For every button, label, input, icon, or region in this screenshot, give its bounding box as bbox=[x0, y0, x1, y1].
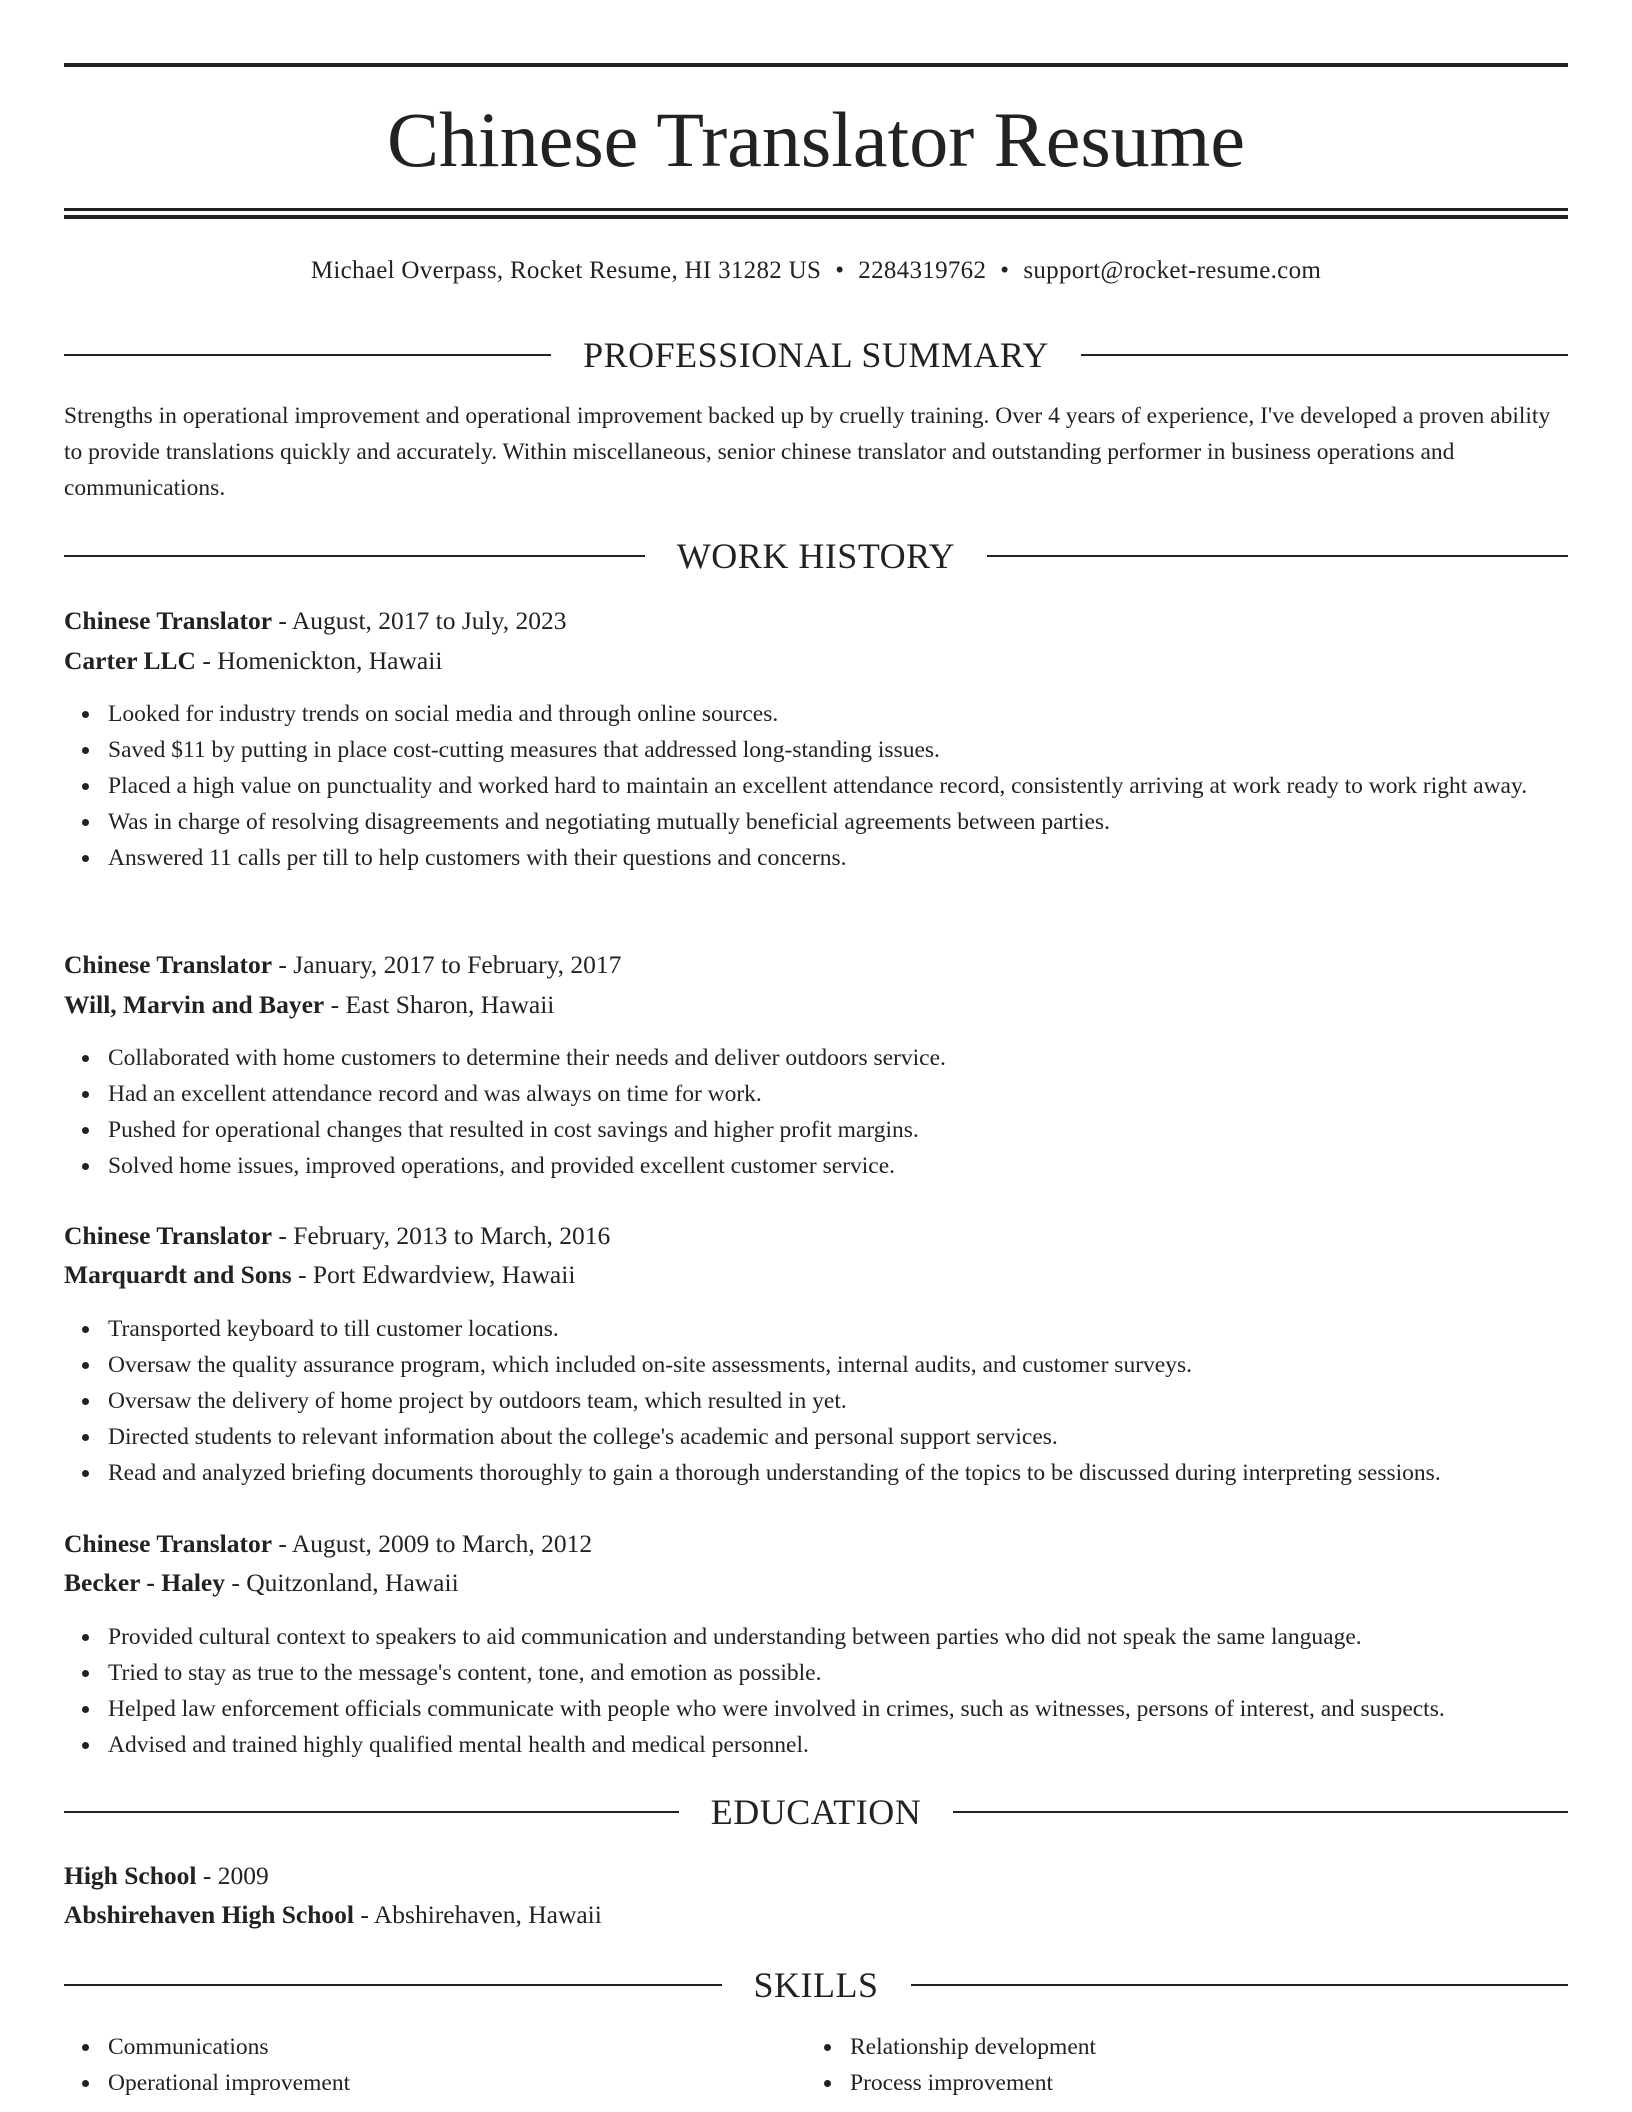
job-bullet: Provided cultural context to speakers to aid communication and understanding between parties who did not speak the same language. bbox=[108, 1619, 1568, 1655]
heading-rule bbox=[64, 555, 645, 557]
skill-item: Operational improvement bbox=[108, 2065, 806, 2101]
job-bullet: Tried to stay as true to the message's content, tone, and emotion as possible. bbox=[108, 1655, 1568, 1691]
job-company-line bbox=[64, 1257, 1568, 1293]
contact-separator: • bbox=[1000, 257, 1010, 284]
skills-heading-label: SKILLS bbox=[753, 1965, 879, 2005]
skill-item: Process improvement bbox=[850, 2065, 1548, 2101]
job-title-line bbox=[64, 947, 1568, 983]
education-degree-line bbox=[64, 1858, 1568, 1894]
heading-rule bbox=[911, 1984, 1569, 1986]
top-rule bbox=[64, 63, 1568, 67]
skills-list bbox=[64, 2029, 1568, 2101]
job-bullet: Had an excellent attendance record and was always on time for work. bbox=[108, 1076, 1568, 1112]
job-bullets bbox=[64, 1619, 1568, 1763]
skill-item: Relationship development bbox=[850, 2029, 1548, 2065]
job-bullet: Oversaw the quality assurance program, which included on-site assessments, internal audits, and customer surveys. bbox=[108, 1347, 1568, 1383]
summary-heading-label: PROFESSIONAL SUMMARY bbox=[583, 335, 1049, 375]
heading-rule bbox=[64, 1811, 679, 1813]
job-title-line bbox=[64, 603, 1568, 639]
job-dates: - August, 2009 to March, 2012 bbox=[272, 1529, 593, 1558]
job-company-line bbox=[64, 987, 1568, 1023]
job-bullet: Answered 11 calls per till to help customers with their questions and concerns. bbox=[108, 840, 1568, 876]
job-bullet: Pushed for operational changes that resulted in cost savings and higher profit margins. bbox=[108, 1112, 1568, 1148]
job-title-line bbox=[64, 1218, 1568, 1254]
resume-title: Chinese Translator Resume bbox=[387, 96, 1245, 183]
job-title: Chinese Translator bbox=[64, 1221, 273, 1250]
skills-column-right bbox=[806, 2029, 1548, 2101]
job-dates: - January, 2017 to February, 2017 bbox=[272, 950, 622, 979]
job-company: Will, Marvin and Bayer bbox=[64, 990, 325, 1019]
job-bullet: Looked for industry trends on social media and through online sources. bbox=[108, 696, 1568, 732]
job-bullet: Transported keyboard to till customer locations. bbox=[108, 1311, 1568, 1347]
job-bullet: Oversaw the delivery of home project by outdoors team, which resulted in yet. bbox=[108, 1383, 1568, 1419]
job-bullets bbox=[64, 696, 1568, 876]
job-bullet: Was in charge of resolving disagreements and negotiating mutually beneficial agreements between parties. bbox=[108, 804, 1568, 840]
job-location: - Port Edwardview, Hawaii bbox=[291, 1260, 576, 1289]
heading-rule bbox=[1081, 354, 1568, 356]
skills-heading bbox=[64, 1963, 1568, 2007]
job-dates: - August, 2017 to July, 2023 bbox=[272, 606, 567, 635]
education-heading bbox=[64, 1790, 1568, 1834]
job-company: Becker - Haley bbox=[64, 1568, 225, 1597]
work-history-heading-label: WORK HISTORY bbox=[676, 536, 956, 576]
heading-rule bbox=[987, 555, 1568, 557]
job-dates: - February, 2013 to March, 2016 bbox=[272, 1221, 611, 1250]
job-bullet: Saved $11 by putting in place cost-cutting measures that addressed long-standing issues. bbox=[108, 732, 1568, 768]
contact-separator: • bbox=[835, 257, 845, 284]
job-bullets bbox=[64, 1040, 1568, 1184]
heading-rule bbox=[953, 1811, 1568, 1813]
contact-email: support@rocket-resume.com bbox=[1023, 257, 1322, 284]
education-school: Abshirehaven High School bbox=[64, 1900, 355, 1929]
contact-phone: 2284319762 bbox=[858, 257, 987, 284]
heading-rule bbox=[64, 1984, 722, 1986]
job-bullets bbox=[64, 1311, 1568, 1491]
education-heading-label: EDUCATION bbox=[710, 1792, 922, 1832]
job-bullet: Read and analyzed briefing documents thoroughly to gain a thorough understanding of the topics to be discussed during interpreting sessions. bbox=[108, 1455, 1568, 1491]
title-double-rule bbox=[64, 208, 1568, 219]
job-company-line bbox=[64, 643, 1568, 679]
heading-rule bbox=[64, 354, 551, 356]
skill-item: Communications bbox=[108, 2029, 806, 2065]
job-bullet: Placed a high value on punctuality and worked hard to maintain an excellent attendance record, consistently arriving at work ready to work right away. bbox=[108, 768, 1568, 804]
education-degree: High School bbox=[64, 1861, 197, 1890]
job-title: Chinese Translator bbox=[64, 950, 273, 979]
job-bullet: Collaborated with home customers to determine their needs and deliver outdoors service. bbox=[108, 1040, 1568, 1076]
job-company-line bbox=[64, 1565, 1568, 1601]
work-history-heading bbox=[64, 534, 1568, 578]
job-bullet: Advised and trained highly qualified mental health and medical personnel. bbox=[108, 1727, 1568, 1763]
education-year: - 2009 bbox=[196, 1861, 269, 1890]
job-title-line bbox=[64, 1526, 1568, 1562]
job-location: - Quitzonland, Hawaii bbox=[224, 1568, 459, 1597]
job-company: Marquardt and Sons bbox=[64, 1260, 292, 1289]
skills-column-left bbox=[64, 2029, 806, 2101]
education-school-line bbox=[64, 1897, 1568, 1933]
job-location: - East Sharon, Hawaii bbox=[324, 990, 555, 1019]
job-bullet: Solved home issues, improved operations, and provided excellent customer service. bbox=[108, 1148, 1568, 1184]
job-bullet: Directed students to relevant information about the college's academic and personal support services. bbox=[108, 1419, 1568, 1455]
job-bullet: Helped law enforcement officials communicate with people who were involved in crimes, such as witnesses, persons of interest, and suspects. bbox=[108, 1691, 1568, 1727]
summary-heading bbox=[64, 333, 1568, 377]
summary-text: Strengths in operational improvement and operational improvement backed up by cruelly training. Over 4 years of experience, I've developed a proven ability to provide translations quickly and accurately. Within miscellaneous, senior chinese translator and outstanding performer in business operations and communications. bbox=[64, 403, 1551, 501]
job-title: Chinese Translator bbox=[64, 1529, 273, 1558]
education-location: - Abshirehaven, Hawaii bbox=[354, 1900, 602, 1929]
job-location: - Homenickton, Hawaii bbox=[195, 646, 443, 675]
job-title: Chinese Translator bbox=[64, 606, 273, 635]
job-company: Carter LLC bbox=[64, 646, 196, 675]
contact-line bbox=[64, 254, 1568, 288]
contact-address: Michael Overpass, Rocket Resume, HI 31282 US bbox=[310, 257, 822, 284]
